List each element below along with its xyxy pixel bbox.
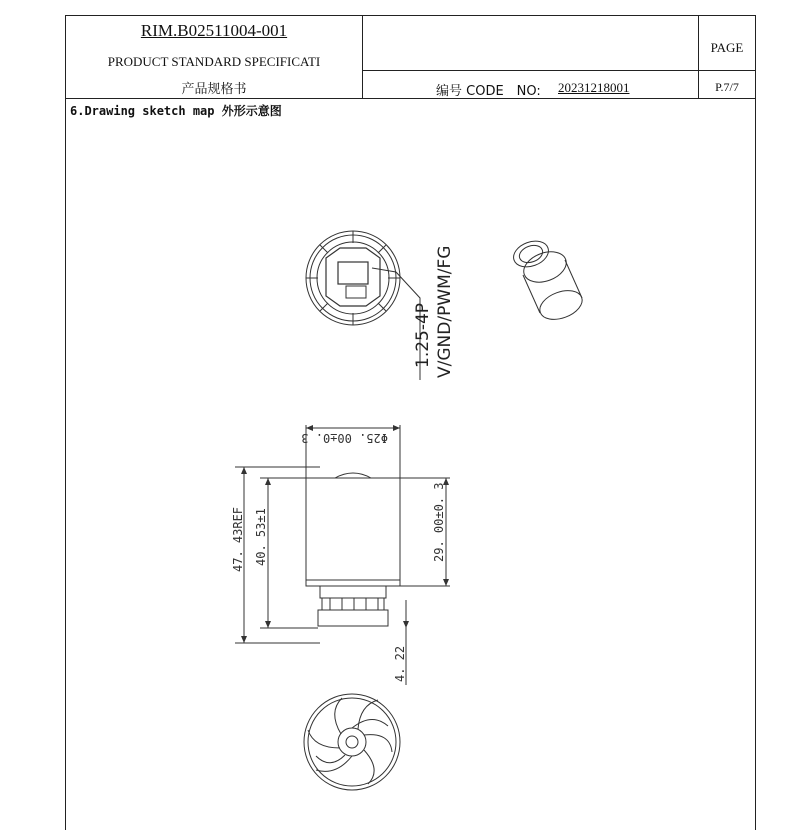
isometric-view — [510, 237, 586, 325]
connector-type-label: 1.25-4P — [413, 302, 433, 368]
height-dimension: 40. 53±1 — [254, 508, 268, 566]
diameter-dimension: Φ25. 00±0. 3 — [301, 431, 388, 445]
total-length-dimension: 47. 43REF — [231, 506, 245, 572]
shaft-dimension: 4. 22 — [393, 645, 407, 682]
page-label: PAGE — [710, 40, 744, 55]
page-number: P.7/7 — [715, 80, 739, 94]
top-view-connector-end — [306, 231, 420, 380]
bottom-view-impeller — [304, 694, 400, 790]
doc-number: RIM.B02511004-001 — [140, 21, 288, 40]
code-value: 20231218001 — [558, 80, 630, 95]
connector-pins-label: V/GND/PWM/FG — [435, 245, 455, 378]
section-title: 6.Drawing sketch map 外形示意图 — [70, 104, 282, 118]
code-label: 编号 CODE NO: — [436, 84, 541, 99]
spec-title-cn: 产品规格书 — [181, 82, 247, 97]
body-length-dimension: 29. 00±0. 3 — [432, 482, 446, 562]
spec-title: PRODUCT STANDARD SPECIFICATI — [107, 54, 321, 69]
